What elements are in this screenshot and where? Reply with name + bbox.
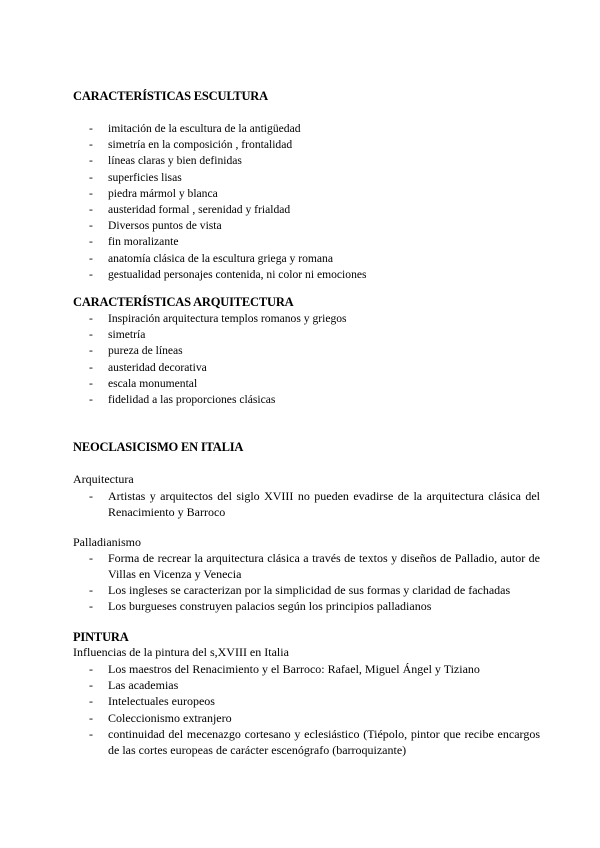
list-pintura (0, 661, 600, 758)
list-item: - simetría (89, 328, 146, 342)
list-item: - Diversos puntos de vista (89, 219, 222, 233)
list-item: - escala monumental (89, 376, 198, 390)
list-palladianismo (0, 550, 600, 614)
list-item: - simetría en la composición , frontalidad (89, 138, 293, 152)
list-item: - Inspiración arquitectura templos romanos y griegos (89, 312, 347, 325)
list-item: - imitación de la escultura de la antigüedad (89, 122, 301, 135)
label-arquitectura: Arquitectura (73, 472, 134, 486)
list-item: - Los ingleses se caracterizan por la simplicidad de sus formas y claridad de fachadas (89, 583, 511, 597)
list-item: - fidelidad a las proporciones clásicas (89, 392, 276, 406)
pintura-subtitle: Influencias de la pintura del s,XVIII en Italia (73, 645, 289, 659)
list-item: - austeridad formal , serenidad y frialdad (89, 202, 291, 216)
heading-italia: NEOCLASICISMO EN ITALIA (73, 440, 244, 454)
list-item: - piedra mármol y blanca (89, 186, 218, 200)
heading-arquitectura: CARACTERÍSTICAS ARQUITECTURA (73, 295, 294, 309)
list-item: - continuidad del mecenazgo cortesano y eclesiástico (Tiépolo, pintor que recibe encargos de las cortes europeas de carácter escenógrafo (barroquizante) (89, 726, 540, 757)
label-palladianismo: Palladianismo (73, 535, 141, 549)
list-item: - fin moralizante (89, 235, 179, 249)
list-item: - Los burgueses construyen palacios según los principios palladianos (89, 599, 432, 614)
list-item: - líneas claras y bien definidas (89, 154, 242, 168)
heading-escultura: CARACTERÍSTICAS ESCULTURA (73, 89, 268, 103)
list-item: - Las academias (89, 678, 179, 693)
list-escultura (0, 121, 600, 283)
list-item: - Forma de recrear la arquitectura clásica a través de textos y diseños de Palladio, autor de Villas en Vicenza y Venecia (89, 551, 540, 581)
list-item: - Artistas y arquitectos del siglo XVIII no pueden evadirse de la arquitectura clásica del Renacimiento y Barroco (89, 489, 540, 519)
list-italia-arquitectura (0, 488, 600, 520)
list-item: - Los maestros del Renacimiento y el Barroco: Rafael, Miguel Ángel y Tiziano (89, 662, 480, 676)
list-item: - superficies lisas (89, 170, 182, 184)
list-item: - Intelectuales europeos (89, 694, 215, 709)
list-item: - Coleccionismo extranjero (89, 710, 232, 725)
list-item: - anatomía clásica de la escultura griega y romana (89, 251, 334, 265)
list-item: - gestualidad personajes contenida, ni color ni emociones (89, 267, 367, 281)
heading-pintura: PINTURA (73, 630, 129, 644)
list-item: - austeridad decorativa (89, 360, 207, 374)
list-item: - pureza de líneas (89, 344, 183, 358)
list-arquitectura (0, 311, 600, 408)
